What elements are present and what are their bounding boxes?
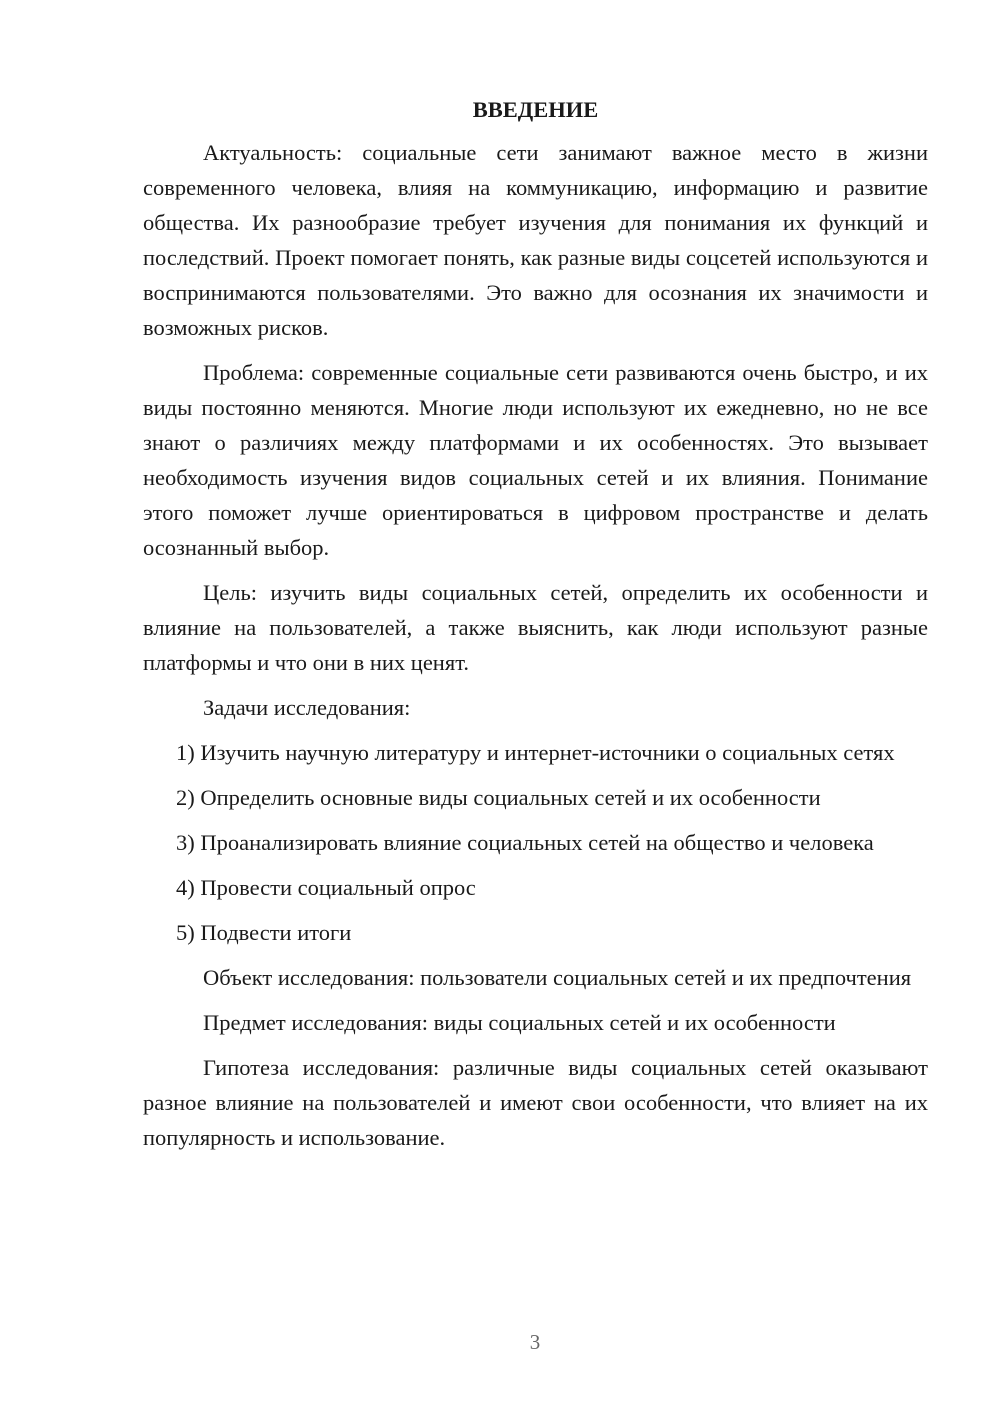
tasks-title: Задачи исследования: bbox=[203, 695, 411, 720]
problem-paragraph: Проблема: современные социальные сети развиваются очень быстро, и их виды постоянно меняются. Многие люди используют их ежедневно, но не все знают о различиях между платформами и их особенностях. Это вызывает необходимость изучения видов социальных сетей и их влияния. Понимание этого поможет лучше ориентироваться в цифровом пространстве и делать осознанный выбор. bbox=[143, 360, 928, 560]
task-item-2: 2) Определить основные виды социальных сетей и их особенности bbox=[176, 785, 821, 810]
goal-paragraph: Цель: изучить виды социальных сетей, определить их особенности и влияние на пользователей, а также выяснить, как люди используют разные платформы и что они в них ценят. bbox=[143, 580, 928, 675]
task-item-3: 3) Проанализировать влияние социальных сетей на общество и человека bbox=[176, 830, 874, 855]
subject-paragraph: Предмет исследования: виды социальных сетей и их особенности bbox=[203, 1010, 836, 1035]
object-paragraph: Объект исследования: пользователи социальных сетей и их предпочтения bbox=[203, 965, 912, 990]
page-content bbox=[143, 92, 928, 1165]
page-number: 3 bbox=[529, 1330, 541, 1354]
section-heading: ВВЕДЕНИЕ bbox=[472, 97, 599, 122]
hypothesis-paragraph: Гипотеза исследования: различные виды социальных сетей оказывают разное влияние на пользователей и имеют свои особенности, что влияет на их популярность и использование. bbox=[143, 1055, 928, 1150]
task-item-4: 4) Провести социальный опрос bbox=[176, 875, 476, 900]
task-item-1: 1) Изучить научную литературу и интернет-источники о социальных сетях bbox=[176, 740, 895, 765]
task-item-5: 5) Подвести итоги bbox=[176, 920, 352, 945]
relevance-paragraph: Актуальность: социальные сети занимают важное место в жизни современного человека, влияя на коммуникацию, информацию и развитие общества. Их разнообразие требует изучения для понимания их функций и последствий. Проект помогает понять, как разные виды соцсетей используются и воспринимаются пользователями. Это важно для осознания их значимости и возможных рисков. bbox=[143, 140, 928, 340]
